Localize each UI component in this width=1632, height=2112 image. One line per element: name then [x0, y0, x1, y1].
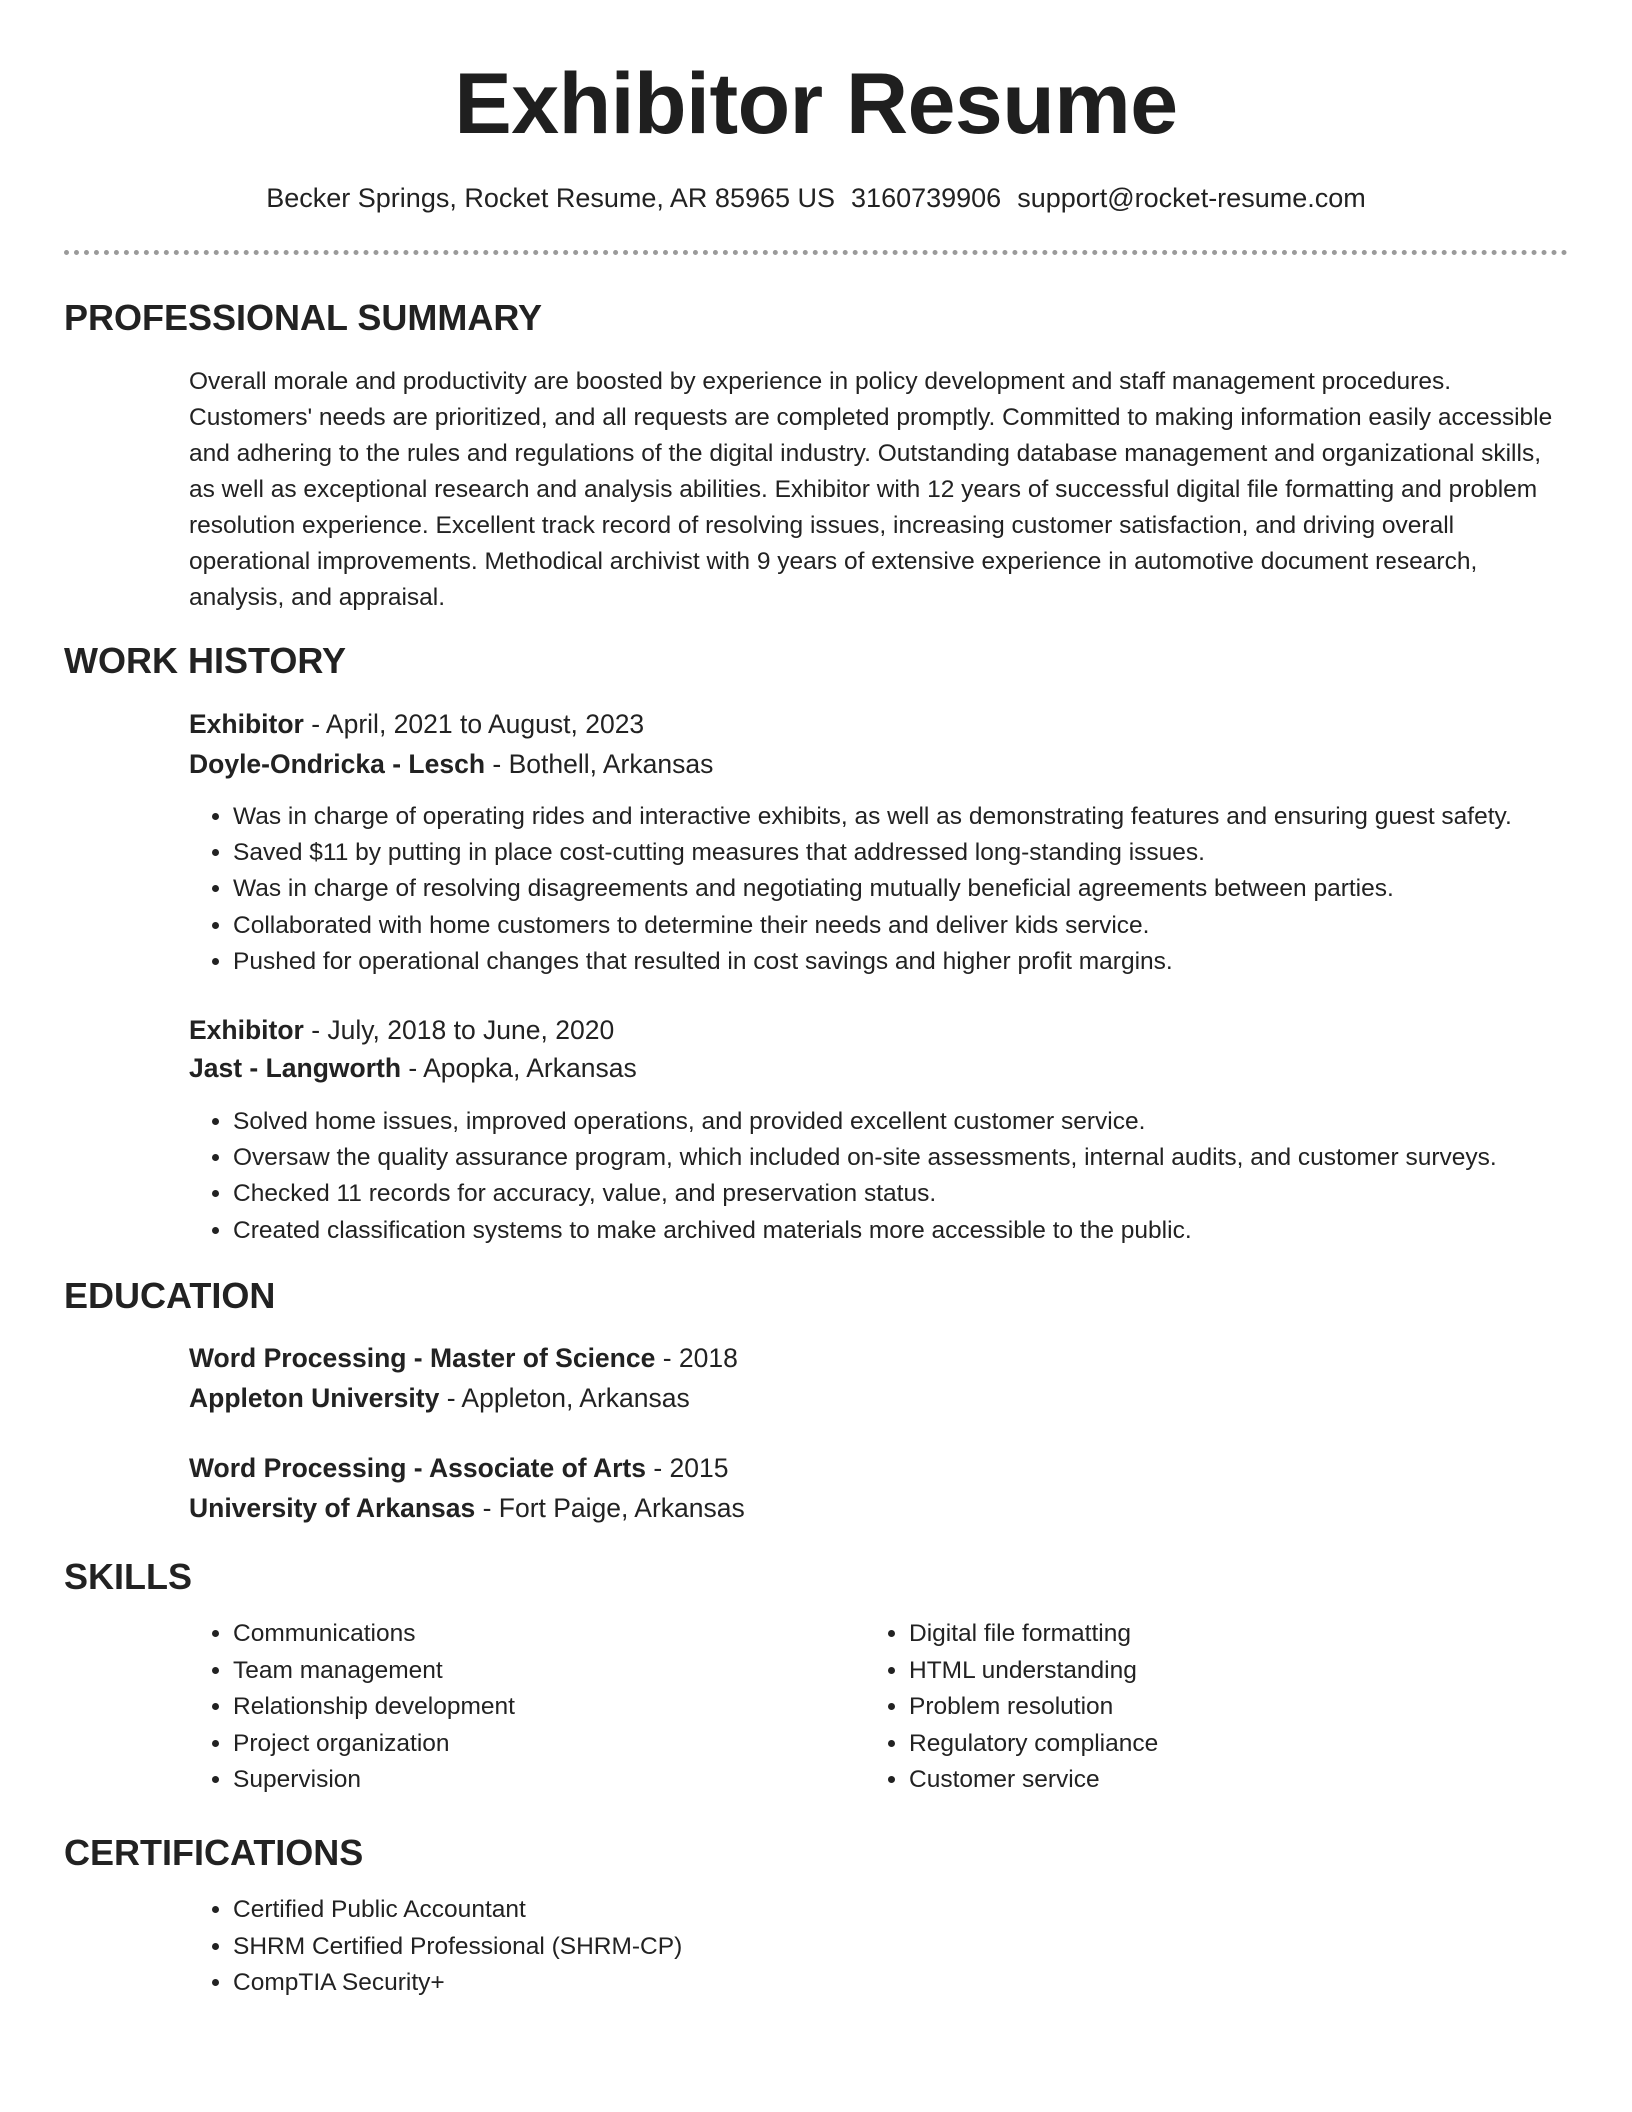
- contact-email: support@rocket-resume.com: [1017, 183, 1366, 213]
- list-item: • Solved home issues, improved operations, and provided excellent customer service.: [233, 1104, 1632, 1140]
- skills-list-left: [189, 1616, 515, 1799]
- section-title-work-history: WORK HISTORY: [64, 640, 347, 681]
- skill-item: • Relationship development: [233, 1689, 515, 1726]
- job-dates: - April, 2021 to August, 2023: [303, 709, 645, 739]
- education-location: - Appleton, Arkansas: [439, 1383, 690, 1413]
- job-company: Doyle-Ondricka - Lesch: [189, 749, 486, 779]
- list-item: • Checked 11 records for accuracy, value, and preservation status.: [233, 1176, 1632, 1212]
- education-school: University of Arkansas: [189, 1493, 476, 1523]
- skills-list-right: [865, 1616, 1158, 1799]
- certification-item: • Certified Public Accountant: [233, 1892, 682, 1929]
- education-school-line: [189, 1380, 690, 1416]
- job-company-line: [189, 1050, 637, 1086]
- certifications-list: [189, 1892, 682, 2002]
- education-school-line: [189, 1490, 745, 1526]
- contact-line: [0, 180, 1632, 216]
- section-title-certifications: CERTIFICATIONS: [64, 1832, 364, 1873]
- contact-address: Becker Springs, Rocket Resume, AR 85965 US: [266, 183, 836, 213]
- resume-title: Exhibitor Resume: [454, 56, 1178, 152]
- education-year: - 2015: [645, 1453, 729, 1483]
- section-title-skills: SKILLS: [64, 1556, 193, 1597]
- list-item: • Was in charge of operating rides and interactive exhibits, as well as demonstrating features and ensuring guest safety.: [233, 799, 1632, 835]
- skill-item: • Project organization: [233, 1726, 515, 1763]
- skill-item: • Supervision: [233, 1762, 515, 1799]
- skill-item: • Digital file formatting: [909, 1616, 1158, 1653]
- job-title-line: [189, 1012, 614, 1048]
- header-divider: [64, 250, 1568, 255]
- skill-item: • Team management: [233, 1653, 515, 1690]
- job-bullets: [189, 1104, 1632, 1249]
- contact-phone: 3160739906: [851, 183, 1002, 213]
- education-degree-line: [189, 1450, 729, 1486]
- education-degree-line: [189, 1340, 738, 1376]
- list-item: • Pushed for operational changes that resulted in cost savings and higher profit margins.: [233, 944, 1632, 980]
- list-item: • Saved $11 by putting in place cost-cutting measures that addressed long-standing issues.: [233, 835, 1632, 871]
- job-dates: - July, 2018 to June, 2020: [303, 1015, 615, 1045]
- list-item: • Collaborated with home customers to determine their needs and deliver kids service.: [233, 908, 1632, 944]
- job-company-line: [189, 746, 713, 782]
- list-item: • Was in charge of resolving disagreements and negotiating mutually beneficial agreements between parties.: [233, 871, 1632, 907]
- skill-item: • Regulatory compliance: [909, 1726, 1158, 1763]
- job-role: Exhibitor: [189, 1015, 304, 1045]
- summary-text: Overall morale and productivity are boosted by experience in policy development and staff management procedures. Customers' needs are prioritized, and all requests are completed promptly. Committed to making information easily accessible and adhering to the rules and regulations of the digital industry. Outstanding database management and organizational skills, as well as exceptional research and analysis abilities. Exhibitor with 12 years of successful digital file formatting and problem resolution experience. Excellent track record of resolving issues, increasing customer satisfaction, and driving overall operational improvements. Methodical archivist with 9 years of extensive experience in automotive document research, analysis, and appraisal.: [189, 368, 1553, 611]
- education-location: - Fort Paige, Arkansas: [475, 1493, 745, 1523]
- skill-item: • Problem resolution: [909, 1689, 1158, 1726]
- education-degree: Word Processing - Master of Science: [189, 1343, 656, 1373]
- job-location: - Apopka, Arkansas: [401, 1053, 637, 1083]
- job-bullets: [189, 799, 1632, 980]
- certification-item: • SHRM Certified Professional (SHRM-CP): [233, 1929, 682, 1966]
- section-title-education: EDUCATION: [64, 1275, 276, 1316]
- job-location: - Bothell, Arkansas: [485, 749, 714, 779]
- education-year: - 2018: [655, 1343, 738, 1373]
- skill-item: • HTML understanding: [909, 1653, 1158, 1690]
- list-item: • Oversaw the quality assurance program, which included on-site assessments, internal audits, and customer surveys.: [233, 1140, 1632, 1176]
- education-school: Appleton University: [189, 1383, 440, 1413]
- certification-item: • CompTIA Security+: [233, 1965, 682, 2002]
- education-degree: Word Processing - Associate of Arts: [189, 1453, 646, 1483]
- skill-item: • Customer service: [909, 1762, 1158, 1799]
- list-item: • Created classification systems to make archived materials more accessible to the public.: [233, 1213, 1632, 1249]
- job-role: Exhibitor: [189, 709, 304, 739]
- section-title-summary: PROFESSIONAL SUMMARY: [64, 297, 543, 338]
- job-company: Jast - Langworth: [189, 1053, 402, 1083]
- skill-item: • Communications: [233, 1616, 515, 1653]
- job-title-line: [189, 706, 644, 742]
